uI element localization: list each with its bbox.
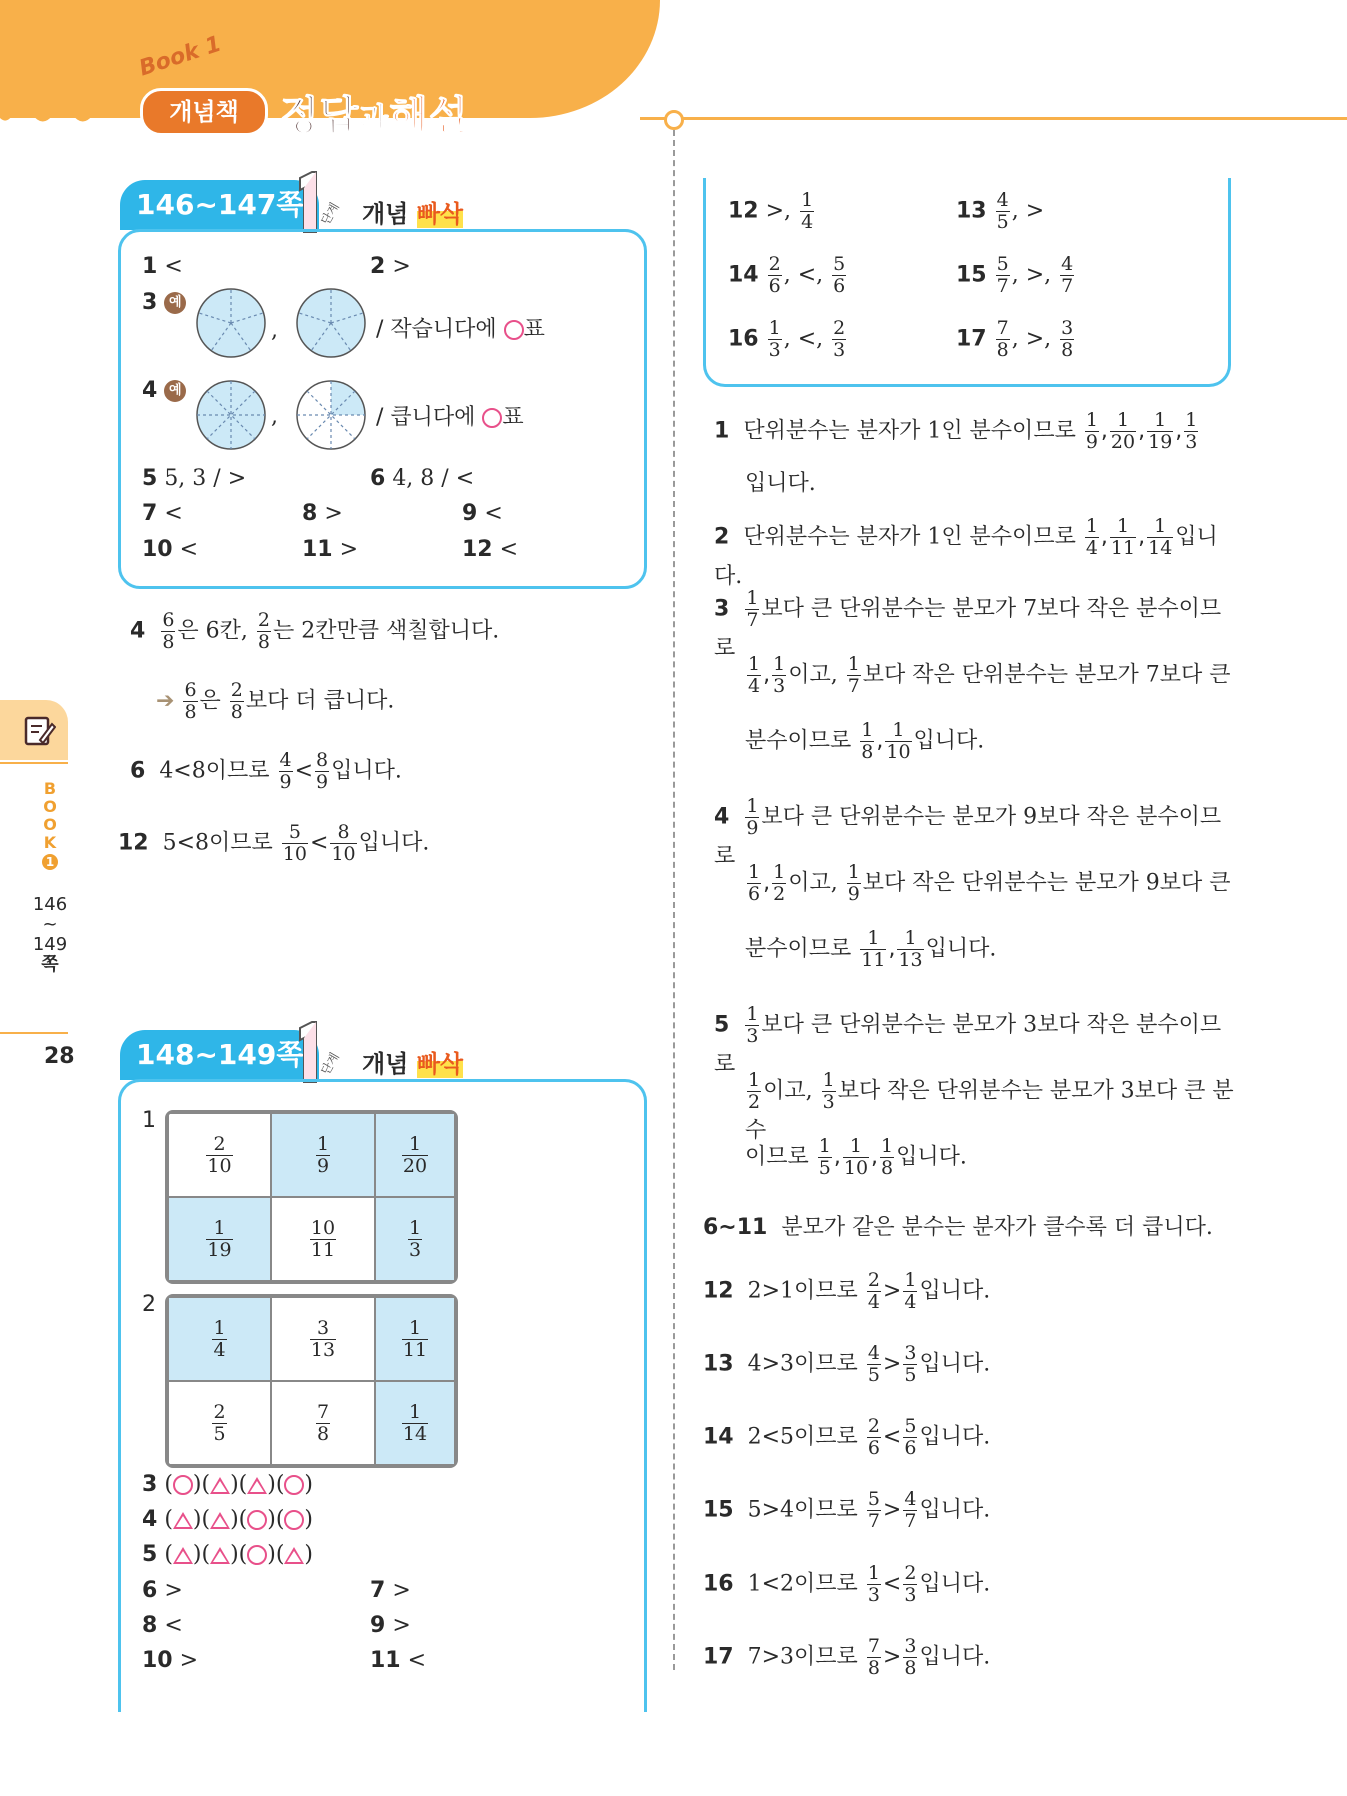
header-rule-dot [664, 110, 684, 130]
section-tab-146-147: 146~147쪽 [120, 180, 319, 230]
puzzle-piece: $\frac{1}{3}$ [375, 1197, 455, 1281]
puzzle-1-number: 1 [142, 1108, 156, 1133]
side-tab [0, 700, 68, 760]
answer-3: 3 예 [142, 290, 186, 315]
explanation-12: 12 5<8이므로 $\frac{5}{10}$ < $\frac{8}{10}$ 입니다. [118, 821, 430, 865]
puzzle-piece: $\frac{1}{20}$ [375, 1113, 455, 1197]
answer-14: 14 $\frac{2}{6}$ , <, $\frac{5}{6}$ [728, 253, 846, 297]
section-title: 개념 빠삭 [362, 1050, 464, 1078]
step-label: 단계 [318, 200, 342, 228]
answer-7: 7 < [142, 501, 183, 526]
answer-16: 16 $\frac{1}{3}$ , <, $\frac{2}{3}$ [728, 317, 846, 361]
side-rule [0, 762, 68, 764]
book-pill: 개념책 [140, 88, 268, 136]
answer-5-symbols: 5 ( )( )( )( ) [142, 1542, 314, 1567]
column-divider [673, 130, 675, 1670]
answer-12: 12 < [462, 537, 519, 562]
puzzle-piece: $\frac{1}{14}$ [375, 1381, 455, 1465]
explanation-4-line2: $\frac{1}{6}$ , $\frac{1}{2}$ 이고, $\frac{1}{9}$ 보다 작은 단위분수는 분모가 9보다 큰 [748, 861, 1231, 905]
puzzle-piece: $\frac{2}{10}$ [168, 1113, 271, 1197]
header-scallop-edge [0, 104, 130, 134]
pie-eighths-shaded [194, 378, 268, 452]
section-tab-148-149: 148~149쪽 [120, 1030, 319, 1080]
explanation-16: 16 1<2이므로 $\frac{1}{3}$ < $\frac{2}{3}$ 입니다. [703, 1562, 991, 1606]
comma: , [271, 404, 278, 429]
step-1-icon [296, 1020, 320, 1086]
explanation-17: 17 7>3이므로 $\frac{7}{8}$ > $\frac{3}{8}$ 입니다. [703, 1635, 991, 1679]
answer-1: 1 < [142, 254, 183, 279]
answer-3-symbols: 3 ( )( )( )( ) [142, 1472, 314, 1497]
puzzle-piece: $\frac{1}{9}$ [271, 1113, 375, 1197]
answer-6: 6 > [142, 1578, 183, 1603]
answer-10: 10 > [142, 1648, 199, 1673]
explanation-12-right: 12 2>1이므로 $\frac{2}{4}$ > $\frac{1}{4}$ 입니다. [703, 1269, 991, 1313]
pie-one-fifth-shaded [194, 286, 268, 360]
explanation-14: 14 2<5이므로 $\frac{2}{6}$ < $\frac{5}{6}$ 입니다. [703, 1415, 991, 1459]
puzzle-piece: $\frac{1}{19}$ [168, 1197, 271, 1281]
puzzle-2 [165, 1294, 458, 1468]
side-rule-bottom [0, 1032, 68, 1034]
page-title: 정답과해설 [280, 93, 469, 139]
explanation-4-right: 4 $\frac{1}{9}$ 보다 큰 단위분수는 분모가 9보다 작은 분수이므로 [714, 795, 1222, 869]
answer-10: 10 < [142, 537, 199, 562]
puzzle-piece: $\frac{1}{11}$ [375, 1297, 455, 1381]
explanation-1-end: 입니다. [745, 471, 816, 496]
explanation-4-line3: 분수이므로 $\frac{1}{11}$ , $\frac{1}{13}$ 입니다. [745, 927, 997, 971]
explanation-3-line2: $\frac{1}{4}$ , $\frac{1}{3}$ 이고, $\frac{1}{7}$ 보다 작은 단위분수는 분모가 7보다 큰 [748, 653, 1231, 697]
explanation-4-conclusion: ➔ $\frac{6}{8}$ 은 $\frac{2}{8}$ 보다 더 큽니다. [156, 679, 395, 723]
explanation-2: 2 단위분수는 분자가 1인 분수이므로 $\frac{1}{4}$ , $\frac{1}{11}$ , $\frac{1}{14}$ 입니다. [714, 515, 1218, 589]
answer-9: 9 < [462, 501, 503, 526]
puzzle-2-number: 2 [142, 1292, 156, 1317]
puzzle-piece: $\frac{2}{5}$ [168, 1381, 271, 1465]
answer-5: 5 5, 3 / > [142, 466, 247, 491]
explanation-3: 3 $\frac{1}{7}$ 보다 큰 단위분수는 분모가 7보다 작은 분수이므로 [714, 587, 1222, 661]
answer-9: 9 > [370, 1613, 411, 1638]
answer-4-tail: / 큽니다에 표 [376, 405, 524, 430]
arrow-right-icon: ➔ [156, 688, 175, 714]
answer-17: 17 $\frac{7}{8}$ , >, $\frac{3}{8}$ [956, 317, 1074, 361]
explanation-5-line2: $\frac{1}{2}$ 이고, $\frac{1}{3}$ 보다 작은 단위분수는 분모가 3보다 큰 분수 [745, 1069, 1234, 1143]
answer-11: 11 < [370, 1648, 427, 1673]
explanation-5-line3: 이므로 $\frac{1}{5}$ , $\frac{1}{10}$ , $\frac{1}{8}$ 입니다. [745, 1135, 967, 1179]
answer-2: 2 > [370, 254, 411, 279]
page-number: 28 [44, 1044, 75, 1069]
answer-7: 7 > [370, 1578, 411, 1603]
explanation-5: 5 $\frac{1}{3}$ 보다 큰 단위분수는 분모가 3보다 작은 분수이므로 [714, 1003, 1222, 1077]
pie-one-fifth-shaded [294, 286, 368, 360]
answer-8: 8 < [142, 1613, 183, 1638]
book-label: Book 1 [136, 31, 225, 82]
puzzle-piece: $\frac{3}{13}$ [271, 1297, 375, 1381]
puzzle-piece: $\frac{10}{11}$ [271, 1197, 375, 1281]
note-pencil-icon [22, 714, 56, 748]
puzzle-piece: $\frac{1}{4}$ [168, 1297, 271, 1381]
step-1-icon [296, 170, 320, 236]
puzzle-1 [165, 1110, 458, 1284]
explanation-1: 1 단위분수는 분자가 1인 분수이므로 $\frac{1}{9}$ , $\frac{1}{20}$ , $\frac{1}{19}$ , $\frac{1}{3}$ [714, 409, 1198, 453]
comma: , [271, 318, 278, 343]
answer-4-symbols: 4 ( )( )( )( ) [142, 1507, 314, 1532]
step-label: 단계 [318, 1050, 342, 1078]
explanation-6: 6 4<8이므로 $\frac{4}{9}$ < $\frac{8}{9}$ 입니다. [130, 749, 402, 793]
side-book-label: B O O K 1 [43, 779, 57, 869]
explanation-13: 13 4>3이므로 $\frac{4}{5}$ > $\frac{3}{5}$ 입니다. [703, 1342, 991, 1386]
answer-15: 15 $\frac{5}{7}$ , >, $\frac{4}{7}$ [956, 253, 1074, 297]
section-title: 개념 빠삭 [362, 200, 464, 228]
answer-11: 11 > [302, 537, 359, 562]
answer-6: 6 4, 8 / < [370, 466, 475, 491]
header-rule [640, 117, 1347, 120]
puzzle-piece: $\frac{7}{8}$ [271, 1381, 375, 1465]
explanation-6-11: 6~11 분모가 같은 분수는 분자가 클수록 더 큽니다. [703, 1215, 1213, 1240]
pie-eighths-shaded [294, 378, 368, 452]
answer-4: 4 예 [142, 378, 186, 403]
explanation-3-line3: 분수이므로 $\frac{1}{8}$ , $\frac{1}{10}$ 입니다. [745, 719, 985, 763]
side-page-range: 146 ~ 149 쪽 [32, 894, 68, 975]
answer-8: 8 > [302, 501, 343, 526]
explanation-4: 4 $\frac{6}{8}$ 은 6칸, $\frac{2}{8}$ 는 2칸만큼 색칠합니다. [130, 609, 500, 653]
explanation-15: 15 5>4이므로 $\frac{5}{7}$ > $\frac{4}{7}$ 입니다. [703, 1488, 991, 1532]
answer-12: 12 >, $\frac{1}{4}$ [728, 189, 814, 233]
answer-13: 13 $\frac{4}{5}$ , > [956, 189, 1045, 233]
answer-3-tail: / 작습니다에 표 [376, 317, 545, 342]
